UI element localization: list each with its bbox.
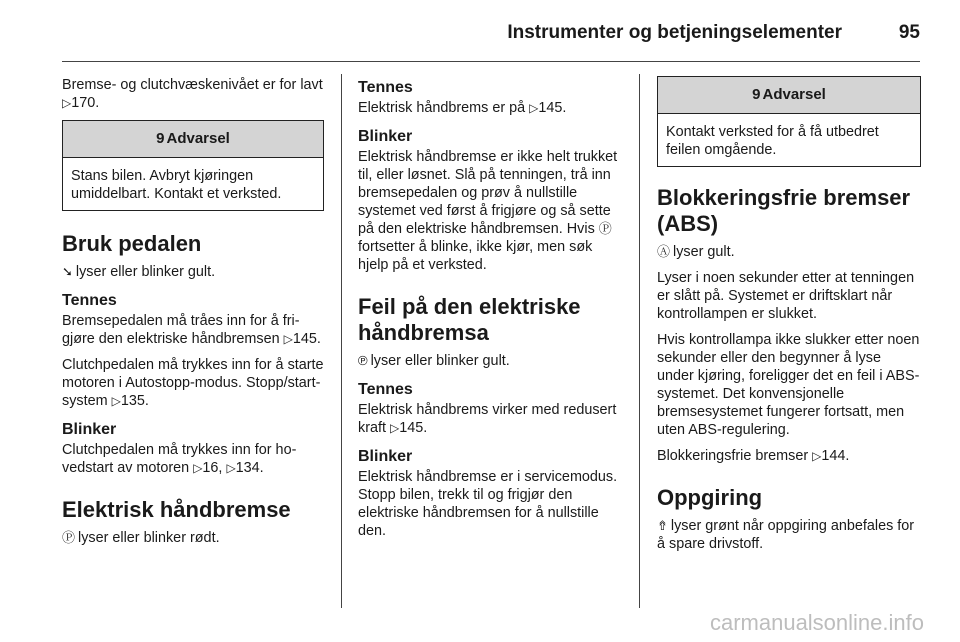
- column-2: Tennes Elektrisk håndbrems er på ▷145. Blinker Elektrisk håndbremse er ikke helt trukket til, eller løsnet. Slå på tenningen, trå inn bremsepedalen og prøv å nullstille systemet ved først å frigjøre og så sette på den elektriske håndbremsen. Hvis Ⓟfortsetter å blinke, ikke kjør, men søk hjelp på et verksted. Feil på den elektriske håndbremsa ℗ lyser eller blinker gult. Tennes Elektrisk håndbrems virker med redusert kraft ▷145. Blinker Elektrisk håndbremse er i servicemodus. Stopp bilen, trekk til og frigjør den elektriske håndbremsen for å nullstille den.: [358, 76, 622, 548]
- subheading-blinker: Blinker: [62, 421, 117, 438]
- section-heading-bruk-pedalen: Bruk pedalen: [62, 231, 202, 256]
- clutch-pedal-icon: ➘: [62, 264, 73, 279]
- section-heading-feil-handbremsa: Feil på den elektriske håndbremsa: [358, 294, 581, 345]
- column-3: 9 Advarsel Kontakt verksted for å få utbedret feilen omgående. Blokkeringsfrie bremser (ABS) Ⓐ lyser gult. Lyser i noen sekunder etter at tenningen er slått på. Systemet er driftsklart når kontrollampen er slukket. Hvis kontrollampa ikke slukker etter noen sekunder eller den begynner å lyse under kjøring, foreligger det en feil i ABS-systemet. Det konvensjonelle bremsesystemet fungerer fortsatt, men uten ABS-regulering. Blokkeringsfrie bremser ▷144. Oppgiring ⇮ lyser grønt når oppgiring anbefales for å spare drivstoff.: [657, 76, 921, 561]
- warning-text: Stans bilen. Avbryt kjøringen umiddelbart. Kontakt et verksted.: [71, 168, 282, 202]
- reference-arrow-icon: ▷: [390, 421, 400, 435]
- section-heading-abs: Blokkeringsfrie bremser (ABS): [657, 185, 911, 236]
- subheading-tennes: Tennes: [62, 292, 117, 309]
- shift-up-icon: ⇮: [657, 518, 668, 533]
- section-heading-elektrisk-handbremse: Elektrisk håndbremse: [62, 497, 291, 522]
- reference-arrow-icon: ▷: [226, 461, 236, 475]
- column-divider-2: [639, 74, 640, 608]
- warning-box: [62, 120, 324, 211]
- parking-brake-fault-icon: ℗: [358, 353, 368, 368]
- header-title: Instrumenter og betjeningselementer: [507, 22, 842, 43]
- warning-box: [657, 76, 921, 167]
- subheading-tennes: Tennes: [358, 79, 413, 96]
- column-1: Bremse- og clutchvæskenivået er for lavt ▷170. 9 Advarsel Stans bilen. Avbryt kjøringen umiddelbart. Kontakt et verksted. Bruk pedalen ➘ lyser eller blinker gult. Tennes Bremsepedalen må tråes inn for å frigjøre den elektriske håndbremsen ▷145. Clutchpedalen må trykkes inn for å starte motoren i Autostopp-modus. Stopp/start-system ▷135. Blinker Clutchpedalen må trykkes inn for hovedstart av motoren ▷16, ▷134. Elektrisk håndbremse Ⓟ lyser eller blinker rødt.: [62, 77, 324, 546]
- reference-arrow-icon: ▷: [812, 449, 822, 463]
- reference-arrow-icon: ▷: [283, 332, 293, 346]
- warning-triangle-icon: 9: [156, 130, 165, 147]
- watermark: carmanualsonline.info: [709, 610, 924, 635]
- abs-icon: Ⓐ: [657, 244, 671, 259]
- intro-paragraph: Bremse- og clutchvæskenivået er for lavt ▷170.: [62, 77, 323, 111]
- parking-brake-icon: Ⓟ: [62, 530, 76, 545]
- page-header: [0, 0, 960, 58]
- warning-triangle-icon: 9: [752, 86, 761, 103]
- reference-arrow-icon: ▷: [529, 101, 539, 115]
- subheading-blinker: Blinker: [358, 448, 413, 465]
- parking-brake-icon: Ⓟ: [598, 221, 612, 236]
- page-number: 95: [898, 22, 920, 43]
- warning-header: 9 Advarsel: [658, 77, 920, 114]
- warning-text: Kontakt verksted for å få utbedret feilen omgående.: [666, 124, 879, 158]
- section-heading-oppgiring: Oppgiring: [657, 485, 763, 510]
- column-divider-1: [341, 74, 342, 608]
- reference-arrow-icon: ▷: [193, 461, 203, 475]
- header-rule: [62, 61, 920, 62]
- subheading-blinker: Blinker: [358, 128, 413, 145]
- subheading-tennes: Tennes: [358, 381, 413, 398]
- reference-arrow-icon: ▷: [62, 96, 72, 110]
- warning-header: 9 Advarsel: [63, 121, 323, 158]
- reference-arrow-icon: ▷: [111, 394, 121, 408]
